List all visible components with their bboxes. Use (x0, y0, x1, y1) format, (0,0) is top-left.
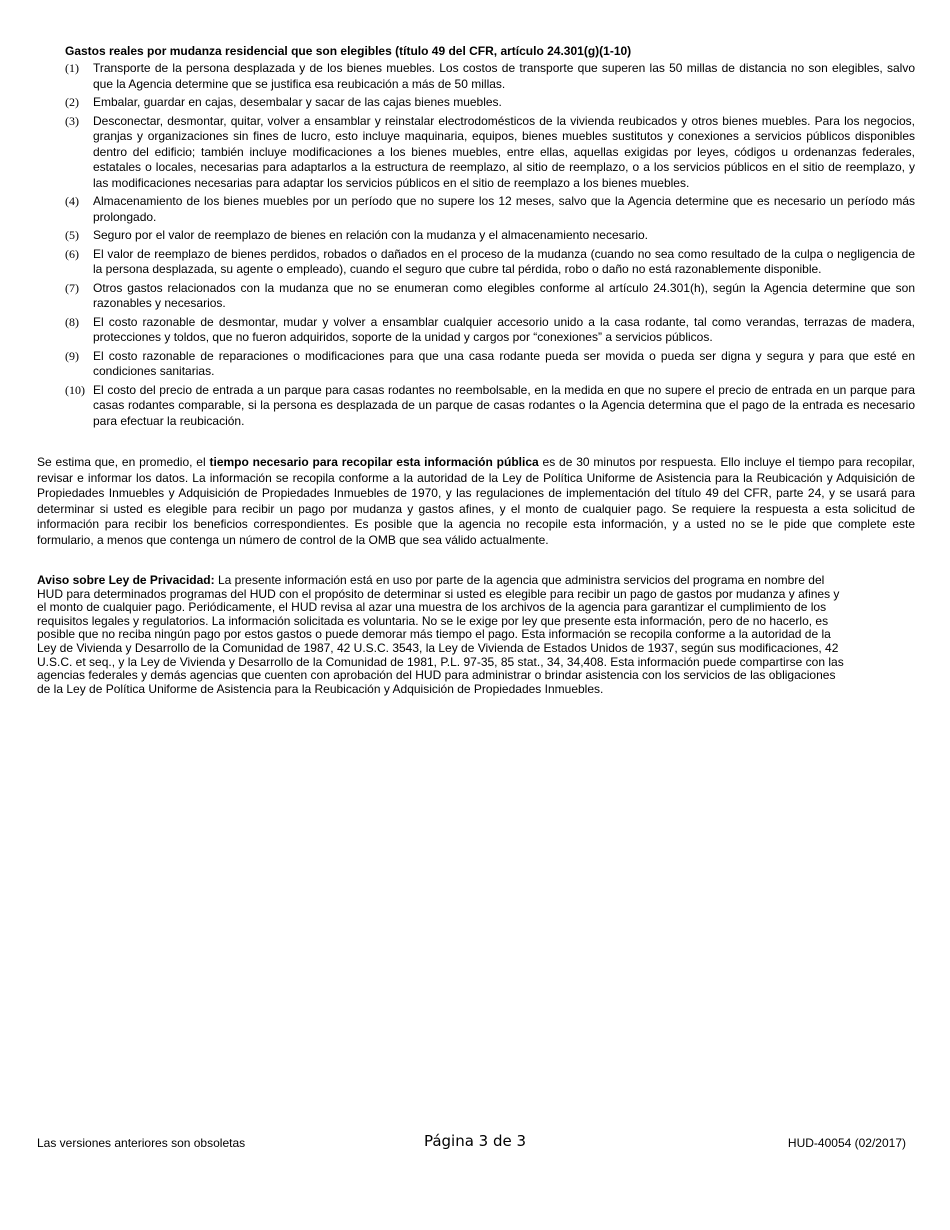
section-heading: Gastos reales por mudanza residencial que son elegibles (título 49 del CFR, artículo 24.301(g)(1-10) (65, 44, 632, 58)
list-item (37, 194, 915, 225)
item-text: Almacenamiento de los bienes muebles por un período que no supere los 12 meses, salvo que la Agencia determine que es necesario un período más prolongado. (93, 194, 915, 224)
form-number: HUD-40054 (02/2017) (787, 1136, 906, 1150)
burden-lead: Se estima que, en promedio, el (37, 455, 210, 469)
item-number: (7) (65, 280, 79, 295)
item-number: (5) (65, 228, 79, 242)
page-number: Página 3 de 3 (423, 1132, 527, 1150)
eligible-expenses-list (37, 61, 915, 432)
item-text: Embalar, guardar en cajas, desembalar y sacar de las cajas bienes muebles. (93, 95, 502, 109)
item-text: El valor de reemplazo de bienes perdidos, robados o dañados en el proceso de la mudanza (cuando no sea como resultado de la culpa o negligencia de la persona desplazada, su agente o empleado), cuando el seguro que cubre tal pérdida, robo o daño no está razonablemente disponible. (93, 246, 915, 276)
list-item (37, 349, 915, 380)
list-item (37, 95, 915, 111)
item-text: Desconectar, desmontar, quitar, volver a ensamblar y reinstalar electrodomésticos de la vivienda reubicados y otros bienes muebles. Para los negocios, granjas y organizaciones sin fines de lucro, esto incluye maquinaria, equipos, bienes muebles sustitutos y conexiones a servicios públicos disponibles dentro del edificio; también incluye modificaciones a los bienes muebles, entre ellas, aquellas exigidas por leyes, códigos u ordenanzas federales, estatales o locales, necesarias para adaptarlos a la estructura de reemplazo, al sitio de reemplazo, o a los servicios públicos en el sitio de reemplazo, y las modificaciones necesarias para adaptar los servicios públicos en el sitio de reemplazo a los bienes muebles. (93, 113, 915, 190)
item-number: (6) (65, 246, 79, 261)
privacy-label: Aviso sobre Ley de Privacidad: (37, 573, 215, 587)
list-item (37, 247, 915, 278)
list-item (37, 315, 915, 346)
item-number: (4) (65, 194, 79, 208)
privacy-notice (37, 574, 849, 696)
list-item (37, 228, 915, 244)
item-number: (3) (65, 113, 79, 128)
item-text: Transporte de la persona desplazada y de los bienes muebles. Los costos de transporte que superen las 50 millas de distancia no son elegibles, salvo que la Agencia determine que se justifica esa reubicación a más de 50 millas. (93, 61, 915, 91)
privacy-text: La presente información está en uso por parte de la agencia que administra servicios del programa en nombre del HUD para determinados programas del HUD con el propósito de determinar si usted es elegible para recibir un pago de gastos por mudanza y afines y el monto de cualquier pago. Periódicamente, el HUD revisa al azar una muestra de los archivos de la agencia para garantizar el cumplimiento de los requisitos legales y regulatorios. La información solicitada es voluntaria. No se le exige por ley que presente esta información, pero de no hacerlo, es posible que no reciba ningún pago por estos gastos o puede demorar más tiempo el pago. Esta información se recopila conforme a la autoridad de la Ley de Vivienda y Desarrollo de la Comunidad de 1987, 42 U.S.C. 3543, la Ley de Vivienda de Estados Unidos de 1937, según sus modificaciones, 42 U.S.C. et seq., y la Ley de Vivienda y Desarrollo de la Comunidad de 1981, P.L. 97-35, 85 stat., 34, 34,408. Esta información puede compartirse con las agencias federales y demás agencias que cuenten con aprobación del HUD para administrar o brindar asistencia con los servicios de las obligaciones de la Ley de Política Uniforme de Asistencia para la Reubicación y Adquisición de Propiedades Inmuebles. (37, 573, 844, 696)
burden-rest: es de 30 minutos por respuesta. Ello incluye el tiempo para recopilar, revisar e informar los datos. La información se recopila conforme a la autoridad de la Ley de Política Uniforme de Asistencia para la Reubicación y Adquisición de Propiedades Inmuebles y Adquisición de Propiedades Inmuebles de 1970, y las regulaciones de implementación del título 49 del CFR, parte 24, y se usará para determinar si usted es elegible para recibir un pago por mudanza y gastos afines, y el monto de cualquier pago. Se requiere la respuesta a esta solicitud de información para recibir los beneficios correspondientes. Es posible que la agencia no recopile esta información, y a usted no se le pide que complete este formulario, a menos que contenga un número de control de la OMB que sea válido actualmente. (37, 455, 915, 547)
item-text: Seguro por el valor de reemplazo de bienes en relación con la mudanza y el almacenamiento necesario. (93, 228, 648, 242)
item-number: (10) (65, 382, 85, 397)
item-number: (9) (65, 348, 79, 363)
list-item (37, 61, 915, 92)
item-text: Otros gastos relacionados con la mudanza que no se enumeran como elegibles conforme al artículo 24.301(h), según la Agencia determine que son razonables y necesarios. (93, 280, 915, 310)
footer-obsolete-note: Las versiones anteriores son obsoletas (37, 1136, 246, 1150)
item-text: El costo del precio de entrada a un parque para casas rodantes no reembolsable, en la medida en que no supere el precio de entrada en un parque para casas rodantes comparable, si la persona es desplazada de un parque de casas rodantes o la Agencia determina que el pago de la entrada es necesario para efectuar la reubicación. (93, 382, 915, 428)
item-text: El costo razonable de desmontar, mudar y volver a ensamblar cualquier accesorio unido a la casa rodante, tal como verandas, terrazas de madera, protecciones y toldos, que no fueron adquiridos, soporte de la unidad y cargos por “conexiones” a servicios públicos. (93, 314, 915, 344)
list-item (37, 383, 915, 430)
burden-statement (37, 455, 915, 548)
item-text: El costo razonable de reparaciones o modificaciones para que una casa rodante pueda ser movida o pueda ser digna y segura y para que esté en condiciones sanitarias. (93, 348, 915, 378)
item-number: (2) (65, 95, 79, 109)
item-number: (1) (65, 61, 79, 75)
list-item (37, 281, 915, 312)
item-number: (8) (65, 314, 79, 329)
list-item (37, 114, 915, 192)
burden-bold: tiempo necesario para recopilar esta información pública (209, 455, 539, 469)
